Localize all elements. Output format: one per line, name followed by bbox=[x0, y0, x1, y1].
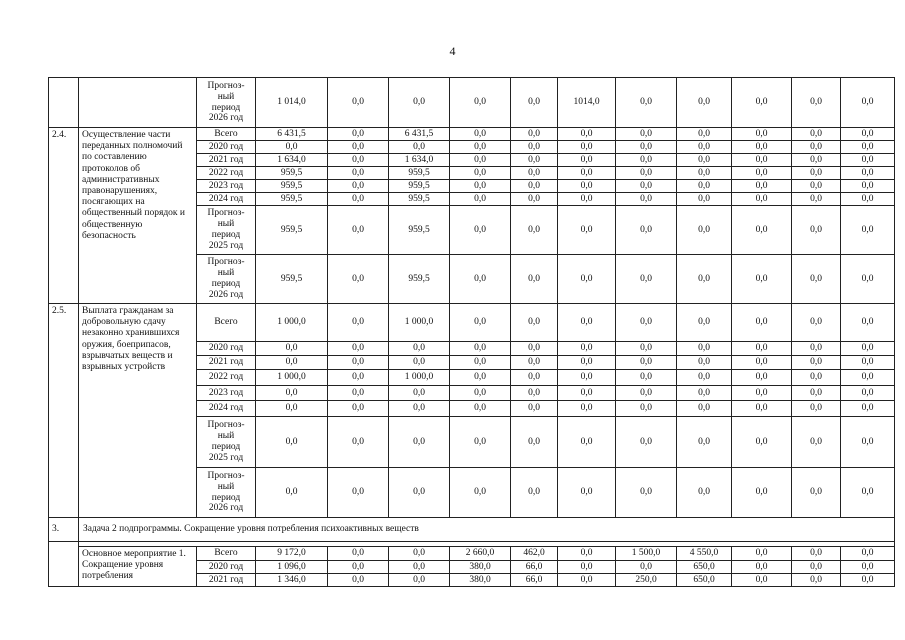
value-cell: 959,5 bbox=[389, 255, 450, 304]
value-cell: 1 000,0 bbox=[256, 304, 328, 342]
value-cell: 959,5 bbox=[256, 193, 328, 206]
value-cell: 4 550,0 bbox=[677, 547, 732, 561]
value-cell: 380,0 bbox=[450, 574, 511, 587]
value-cell: 0,0 bbox=[616, 304, 677, 342]
value-cell: 9 172,0 bbox=[256, 547, 328, 561]
value-cell: 0,0 bbox=[450, 154, 511, 167]
value-cell: 0,0 bbox=[558, 468, 616, 518]
value-cell: 0,0 bbox=[616, 561, 677, 574]
value-cell: 0,0 bbox=[389, 342, 450, 356]
value-cell: 0,0 bbox=[328, 193, 389, 206]
value-cell: 0,0 bbox=[328, 561, 389, 574]
period-cell: 2024 год bbox=[197, 193, 256, 206]
period-cell: Прогноз- ный период 2026 год bbox=[197, 255, 256, 304]
value-cell: 250,0 bbox=[616, 574, 677, 587]
value-cell: 0,0 bbox=[616, 417, 677, 468]
value-cell: 0,0 bbox=[450, 180, 511, 193]
value-cell: 0,0 bbox=[841, 547, 895, 561]
value-cell: 0,0 bbox=[256, 386, 328, 401]
value-cell: 0,0 bbox=[732, 193, 792, 206]
value-cell: 1 014,0 bbox=[256, 78, 328, 128]
value-cell: 0,0 bbox=[616, 128, 677, 141]
value-cell: 0,0 bbox=[511, 417, 558, 468]
value-cell: 0,0 bbox=[558, 547, 616, 561]
value-cell: 0,0 bbox=[511, 370, 558, 386]
value-cell: 0,0 bbox=[616, 167, 677, 180]
value-cell: 0,0 bbox=[792, 356, 841, 370]
value-cell: 0,0 bbox=[616, 78, 677, 128]
value-cell: 0,0 bbox=[558, 342, 616, 356]
value-cell: 0,0 bbox=[792, 154, 841, 167]
period-cell: 2022 год bbox=[197, 370, 256, 386]
value-cell: 0,0 bbox=[841, 167, 895, 180]
value-cell: 0,0 bbox=[732, 141, 792, 154]
value-cell: 0,0 bbox=[677, 417, 732, 468]
value-cell: 0,0 bbox=[558, 128, 616, 141]
value-cell: 0,0 bbox=[389, 561, 450, 574]
value-cell: 0,0 bbox=[558, 167, 616, 180]
value-cell: 0,0 bbox=[732, 417, 792, 468]
value-cell: 959,5 bbox=[256, 255, 328, 304]
value-cell: 0,0 bbox=[558, 255, 616, 304]
value-cell: 0,0 bbox=[732, 167, 792, 180]
value-cell: 0,0 bbox=[389, 468, 450, 518]
value-cell: 0,0 bbox=[450, 78, 511, 128]
value-cell: 66,0 bbox=[511, 561, 558, 574]
value-cell: 0,0 bbox=[841, 574, 895, 587]
value-cell: 0,0 bbox=[677, 180, 732, 193]
value-cell: 0,0 bbox=[511, 128, 558, 141]
value-cell: 0,0 bbox=[841, 128, 895, 141]
value-cell: 0,0 bbox=[732, 468, 792, 518]
value-cell: 0,0 bbox=[677, 154, 732, 167]
value-cell: 0,0 bbox=[792, 574, 841, 587]
value-cell: 0,0 bbox=[256, 356, 328, 370]
value-cell: 0,0 bbox=[732, 206, 792, 255]
value-cell: 0,0 bbox=[511, 401, 558, 417]
period-cell: 2023 год bbox=[197, 386, 256, 401]
measure-name: Осуществление части переданных полномочий по составлению протоколов об административных правонарушениях, посягающих на общественный порядок и общественную безопасность bbox=[79, 128, 197, 304]
value-cell: 0,0 bbox=[792, 78, 841, 128]
budget-table bbox=[48, 77, 895, 587]
value-cell: 0,0 bbox=[841, 180, 895, 193]
value-cell: 1 096,0 bbox=[256, 561, 328, 574]
period-cell: 2020 год bbox=[197, 342, 256, 356]
period-cell: Прогноз- ный период 2025 год bbox=[197, 417, 256, 468]
value-cell: 0,0 bbox=[389, 547, 450, 561]
value-cell: 0,0 bbox=[328, 154, 389, 167]
value-cell: 0,0 bbox=[558, 356, 616, 370]
value-cell: 0,0 bbox=[732, 547, 792, 561]
value-cell: 0,0 bbox=[677, 255, 732, 304]
value-cell: 959,5 bbox=[389, 180, 450, 193]
period-cell: Всего bbox=[197, 547, 256, 561]
value-cell: 0,0 bbox=[616, 180, 677, 193]
value-cell: 0,0 bbox=[616, 206, 677, 255]
value-cell: 0,0 bbox=[511, 255, 558, 304]
value-cell: 0,0 bbox=[558, 206, 616, 255]
value-cell: 0,0 bbox=[616, 255, 677, 304]
value-cell: 0,0 bbox=[792, 167, 841, 180]
value-cell: 0,0 bbox=[677, 468, 732, 518]
value-cell: 0,0 bbox=[677, 401, 732, 417]
value-cell: 380,0 bbox=[450, 561, 511, 574]
value-cell: 1 000,0 bbox=[389, 304, 450, 342]
value-cell: 0,0 bbox=[792, 547, 841, 561]
value-cell: 0,0 bbox=[732, 561, 792, 574]
value-cell: 0,0 bbox=[792, 193, 841, 206]
value-cell: 0,0 bbox=[389, 356, 450, 370]
row-number bbox=[49, 78, 79, 128]
value-cell: 0,0 bbox=[389, 141, 450, 154]
value-cell: 0,0 bbox=[450, 356, 511, 370]
task-heading: Задача 2 подпрограммы. Сокращение уровня потребления психоактивных веществ bbox=[79, 518, 895, 542]
measure-name: Основное мероприятие 1. Сокращение уровня потребления bbox=[79, 547, 197, 587]
value-cell: 0,0 bbox=[511, 468, 558, 518]
value-cell: 0,0 bbox=[558, 370, 616, 386]
value-cell: 0,0 bbox=[558, 304, 616, 342]
value-cell: 0,0 bbox=[616, 342, 677, 356]
value-cell: 0,0 bbox=[677, 78, 732, 128]
value-cell: 0,0 bbox=[256, 417, 328, 468]
value-cell: 0,0 bbox=[558, 386, 616, 401]
value-cell: 0,0 bbox=[328, 180, 389, 193]
value-cell: 0,0 bbox=[511, 342, 558, 356]
value-cell: 0,0 bbox=[841, 417, 895, 468]
value-cell: 0,0 bbox=[558, 574, 616, 587]
value-cell: 0,0 bbox=[450, 468, 511, 518]
value-cell: 0,0 bbox=[841, 468, 895, 518]
value-cell: 462,0 bbox=[511, 547, 558, 561]
value-cell: 0,0 bbox=[328, 468, 389, 518]
value-cell: 0,0 bbox=[511, 167, 558, 180]
table-row bbox=[49, 304, 895, 342]
value-cell: 0,0 bbox=[389, 78, 450, 128]
value-cell: 0,0 bbox=[616, 356, 677, 370]
value-cell: 0,0 bbox=[841, 304, 895, 342]
value-cell: 0,0 bbox=[450, 386, 511, 401]
value-cell: 0,0 bbox=[792, 386, 841, 401]
value-cell: 650,0 bbox=[677, 574, 732, 587]
value-cell: 959,5 bbox=[389, 193, 450, 206]
value-cell: 1 346,0 bbox=[256, 574, 328, 587]
period-cell: Прогноз- ный период 2025 год bbox=[197, 206, 256, 255]
value-cell: 0,0 bbox=[511, 141, 558, 154]
value-cell: 0,0 bbox=[616, 370, 677, 386]
value-cell: 0,0 bbox=[841, 356, 895, 370]
value-cell: 650,0 bbox=[677, 561, 732, 574]
table-row bbox=[49, 78, 895, 128]
value-cell: 66,0 bbox=[511, 574, 558, 587]
value-cell: 0,0 bbox=[328, 386, 389, 401]
value-cell: 0,0 bbox=[511, 386, 558, 401]
value-cell: 0,0 bbox=[328, 128, 389, 141]
value-cell: 0,0 bbox=[450, 167, 511, 180]
value-cell: 1014,0 bbox=[558, 78, 616, 128]
value-cell: 0,0 bbox=[328, 206, 389, 255]
value-cell: 0,0 bbox=[558, 154, 616, 167]
value-cell: 1 000,0 bbox=[256, 370, 328, 386]
value-cell: 1 000,0 bbox=[389, 370, 450, 386]
value-cell: 0,0 bbox=[450, 401, 511, 417]
value-cell: 0,0 bbox=[328, 342, 389, 356]
row-number: 3. bbox=[49, 518, 79, 542]
table-row bbox=[49, 518, 895, 542]
value-cell: 0,0 bbox=[732, 574, 792, 587]
value-cell: 0,0 bbox=[511, 356, 558, 370]
value-cell: 0,0 bbox=[450, 141, 511, 154]
period-cell: 2021 год bbox=[197, 574, 256, 587]
page-number: 4 bbox=[449, 44, 456, 58]
value-cell: 959,5 bbox=[256, 206, 328, 255]
period-cell: 2023 год bbox=[197, 180, 256, 193]
value-cell: 0,0 bbox=[677, 193, 732, 206]
value-cell: 0,0 bbox=[792, 304, 841, 342]
period-cell: Прогноз- ный период 2026 год bbox=[197, 468, 256, 518]
value-cell: 0,0 bbox=[677, 206, 732, 255]
value-cell: 0,0 bbox=[328, 356, 389, 370]
value-cell: 0,0 bbox=[616, 386, 677, 401]
row-number: 2.5. bbox=[49, 304, 79, 518]
value-cell: 0,0 bbox=[328, 167, 389, 180]
value-cell: 0,0 bbox=[558, 141, 616, 154]
table-row bbox=[49, 128, 895, 141]
value-cell: 0,0 bbox=[841, 255, 895, 304]
value-cell: 0,0 bbox=[328, 547, 389, 561]
value-cell: 0,0 bbox=[677, 167, 732, 180]
value-cell: 0,0 bbox=[511, 193, 558, 206]
value-cell: 0,0 bbox=[450, 193, 511, 206]
value-cell: 0,0 bbox=[558, 193, 616, 206]
value-cell: 0,0 bbox=[677, 342, 732, 356]
value-cell: 0,0 bbox=[450, 206, 511, 255]
value-cell: 959,5 bbox=[256, 167, 328, 180]
value-cell: 0,0 bbox=[841, 78, 895, 128]
value-cell: 959,5 bbox=[389, 206, 450, 255]
value-cell: 0,0 bbox=[256, 342, 328, 356]
value-cell: 0,0 bbox=[450, 255, 511, 304]
value-cell: 0,0 bbox=[677, 304, 732, 342]
period-cell: 2024 год bbox=[197, 401, 256, 417]
value-cell: 1 634,0 bbox=[389, 154, 450, 167]
value-cell: 0,0 bbox=[677, 370, 732, 386]
value-cell: 0,0 bbox=[256, 468, 328, 518]
value-cell: 0,0 bbox=[732, 386, 792, 401]
value-cell: 959,5 bbox=[389, 167, 450, 180]
value-cell: 0,0 bbox=[511, 180, 558, 193]
value-cell: 0,0 bbox=[328, 370, 389, 386]
value-cell: 0,0 bbox=[256, 401, 328, 417]
value-cell: 0,0 bbox=[328, 304, 389, 342]
value-cell: 0,0 bbox=[450, 128, 511, 141]
value-cell: 0,0 bbox=[677, 141, 732, 154]
value-cell: 0,0 bbox=[732, 401, 792, 417]
value-cell: 0,0 bbox=[511, 304, 558, 342]
value-cell: 0,0 bbox=[511, 78, 558, 128]
value-cell: 0,0 bbox=[558, 417, 616, 468]
value-cell: 0,0 bbox=[256, 141, 328, 154]
value-cell: 0,0 bbox=[389, 401, 450, 417]
value-cell: 0,0 bbox=[328, 401, 389, 417]
value-cell: 0,0 bbox=[616, 401, 677, 417]
value-cell: 0,0 bbox=[732, 304, 792, 342]
value-cell: 0,0 bbox=[389, 417, 450, 468]
value-cell: 0,0 bbox=[792, 561, 841, 574]
value-cell: 0,0 bbox=[616, 193, 677, 206]
value-cell: 0,0 bbox=[792, 180, 841, 193]
value-cell: 0,0 bbox=[677, 386, 732, 401]
measure-name bbox=[79, 78, 197, 128]
period-cell: 2021 год bbox=[197, 154, 256, 167]
value-cell: 0,0 bbox=[792, 417, 841, 468]
period-cell: 2022 год bbox=[197, 167, 256, 180]
row-number: 2.4. bbox=[49, 128, 79, 304]
period-cell: Всего bbox=[197, 128, 256, 141]
value-cell: 0,0 bbox=[841, 193, 895, 206]
value-cell: 0,0 bbox=[841, 561, 895, 574]
value-cell: 0,0 bbox=[450, 304, 511, 342]
value-cell: 959,5 bbox=[256, 180, 328, 193]
value-cell: 0,0 bbox=[389, 574, 450, 587]
value-cell: 0,0 bbox=[558, 561, 616, 574]
value-cell: 0,0 bbox=[732, 255, 792, 304]
value-cell: 0,0 bbox=[389, 386, 450, 401]
value-cell: 0,0 bbox=[328, 141, 389, 154]
value-cell: 0,0 bbox=[450, 417, 511, 468]
value-cell: 0,0 bbox=[511, 206, 558, 255]
value-cell: 0,0 bbox=[841, 206, 895, 255]
value-cell: 0,0 bbox=[841, 342, 895, 356]
value-cell: 0,0 bbox=[792, 141, 841, 154]
value-cell: 0,0 bbox=[328, 78, 389, 128]
value-cell: 0,0 bbox=[732, 128, 792, 141]
value-cell: 0,0 bbox=[841, 370, 895, 386]
value-cell: 0,0 bbox=[450, 370, 511, 386]
value-cell: 0,0 bbox=[677, 128, 732, 141]
period-cell: 2020 год bbox=[197, 561, 256, 574]
period-cell: Прогноз- ный период 2026 год bbox=[197, 78, 256, 128]
value-cell: 2 660,0 bbox=[450, 547, 511, 561]
value-cell: 0,0 bbox=[732, 342, 792, 356]
value-cell: 6 431,5 bbox=[389, 128, 450, 141]
table-row bbox=[49, 547, 895, 561]
value-cell: 0,0 bbox=[511, 154, 558, 167]
row-number bbox=[49, 542, 79, 587]
value-cell: 6 431,5 bbox=[256, 128, 328, 141]
value-cell: 0,0 bbox=[792, 206, 841, 255]
value-cell: 1 500,0 bbox=[616, 547, 677, 561]
value-cell: 0,0 bbox=[732, 356, 792, 370]
value-cell: 0,0 bbox=[792, 342, 841, 356]
period-cell: 2021 год bbox=[197, 356, 256, 370]
value-cell: 0,0 bbox=[328, 255, 389, 304]
value-cell: 0,0 bbox=[558, 180, 616, 193]
value-cell: 0,0 bbox=[616, 141, 677, 154]
value-cell: 0,0 bbox=[841, 141, 895, 154]
value-cell: 0,0 bbox=[732, 370, 792, 386]
value-cell: 0,0 bbox=[616, 154, 677, 167]
value-cell: 1 634,0 bbox=[256, 154, 328, 167]
value-cell: 0,0 bbox=[841, 386, 895, 401]
value-cell: 0,0 bbox=[792, 370, 841, 386]
value-cell: 0,0 bbox=[732, 78, 792, 128]
value-cell: 0,0 bbox=[792, 255, 841, 304]
value-cell: 0,0 bbox=[328, 417, 389, 468]
measure-name: Выплата гражданам за добровольную сдачу незаконно хранившихся оружия, боеприпасов, взрывчатых веществ и взрывных устройств bbox=[79, 304, 197, 518]
value-cell: 0,0 bbox=[732, 154, 792, 167]
value-cell: 0,0 bbox=[792, 468, 841, 518]
period-cell: 2020 год bbox=[197, 141, 256, 154]
value-cell: 0,0 bbox=[841, 154, 895, 167]
value-cell: 0,0 bbox=[450, 342, 511, 356]
value-cell: 0,0 bbox=[841, 401, 895, 417]
value-cell: 0,0 bbox=[677, 356, 732, 370]
value-cell: 0,0 bbox=[328, 574, 389, 587]
value-cell: 0,0 bbox=[732, 180, 792, 193]
value-cell: 0,0 bbox=[616, 468, 677, 518]
value-cell: 0,0 bbox=[792, 401, 841, 417]
period-cell: Всего bbox=[197, 304, 256, 342]
value-cell: 0,0 bbox=[558, 401, 616, 417]
value-cell: 0,0 bbox=[792, 128, 841, 141]
